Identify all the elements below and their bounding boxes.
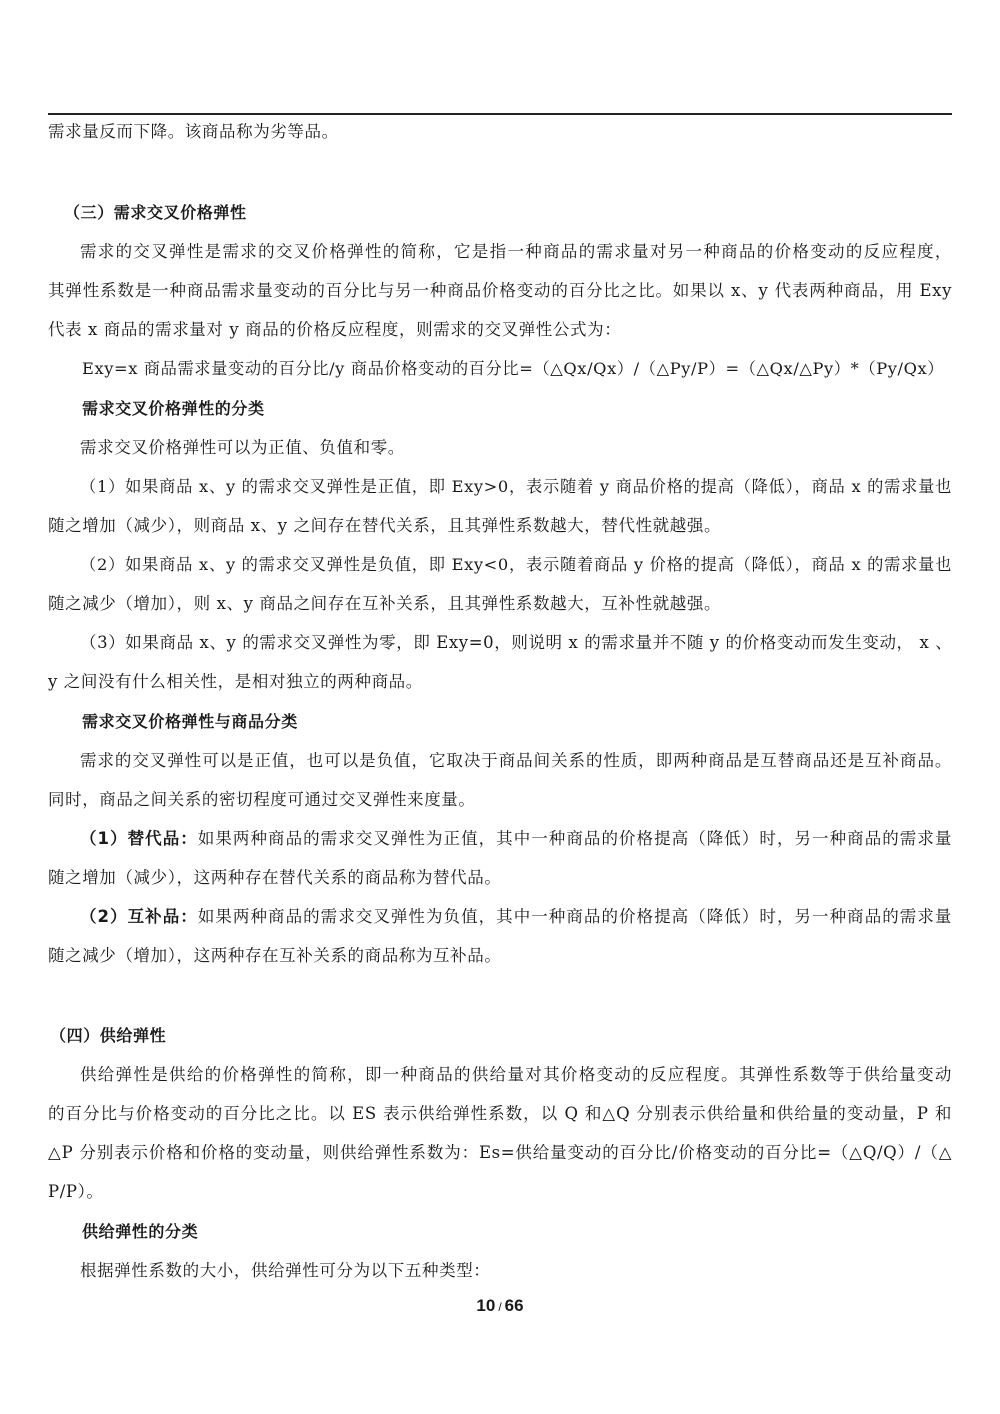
substitute-goods-line [80, 828, 952, 850]
paragraph-line: P/P）。 [48, 1182, 104, 1201]
complement-goods-line: 随之减少（增加），这两种存在互补关系的商品称为互补品。 [48, 946, 502, 965]
paragraph-line: 供给弹性是供给的价格弹性的简称，即一种商品的供给量对其价格变动的反应程度。其弹性系数等于供给量变动 [80, 1065, 952, 1084]
page-number [0, 1296, 1000, 1316]
subheading-goods-classification: 需求交叉价格弹性与商品分类 [82, 712, 298, 731]
paragraph-line: △P 分别表示价格和价格的变动量，则供给弹性系数为：Es=供给量变动的百分比/价格变动的百分比=（△Q/Q）/（△ [48, 1143, 952, 1162]
paragraph-line: 其弹性系数是一种商品需求量变动的百分比与另一种商品价格变动的百分比之比。如果以 x、y 代表两种商品，用 Exy [48, 281, 952, 300]
paragraph-line: 根据弹性系数的大小，供给弹性可分为以下五种类型： [80, 1261, 491, 1280]
complement-goods-text: 如果两种商品的需求交叉弹性为负值，其中一种商品的价格提高（降低）时，另一种商品的需求量 [197, 907, 952, 926]
complement-goods-line [80, 906, 952, 928]
complement-goods-label: （2）互补品： [80, 907, 198, 926]
subheading-supply-classification: 供给弹性的分类 [82, 1222, 199, 1241]
cross-elasticity-formula: Exy=x 商品需求量变动的百分比/y 商品价格变动的百分比=（△Qx/Qx）/（△Py/P）=（△Qx/△Py）*（Py/Qx） [82, 359, 945, 378]
paragraph-line: 的百分比与价格变动的百分比之比。以 ES 表示供给弹性系数，以 Q 和△Q 分别表示供给量和供给量的变动量，P 和 [48, 1104, 952, 1123]
list-item-1-line: 随之增加（减少），则商品 x、y 之间存在替代关系，且其弹性系数越大，替代性就越强。 [48, 516, 722, 535]
list-item-2-line: （2）如果商品 x、y 的需求交叉弹性是负值，即 Exy<0，表示随着商品 y 价格的提高（降低），商品 x 的需求量也 [80, 555, 952, 574]
total-pages: 66 [504, 1296, 524, 1315]
substitute-goods-text: 如果两种商品的需求交叉弹性为正值，其中一种商品的价格提高（降低）时，另一种商品的需求量 [197, 829, 952, 848]
list-item-1-line: （1）如果商品 x、y 的需求交叉弹性是正值，即 Exy>0，表示随着 y 商品价格的提高（降低），商品 x 的需求量也 [80, 477, 952, 496]
paragraph-line: 需求交叉价格弹性可以为正值、负值和零。 [80, 438, 405, 457]
continued-paragraph-line: 需求量反而下降。该商品称为劣等品。 [48, 122, 339, 141]
list-item-3-line: y 之间没有什么相关性，是相对独立的两种商品。 [48, 672, 423, 691]
page-separator: / [498, 1300, 502, 1314]
subheading-classification: 需求交叉价格弹性的分类 [82, 399, 265, 418]
paragraph-line: 需求的交叉弹性可以是正值，也可以是负值，它取决于商品间关系的性质，即两种商品是互替商品还是互补商品。 [80, 751, 952, 770]
paragraph-line: 代表 x 商品的需求量对 y 商品的价格反应程度，则需求的交叉弹性公式为： [48, 320, 622, 339]
substitute-goods-label: （1）替代品： [80, 829, 198, 848]
list-item-3-line: （3）如果商品 x、y 的需求交叉弹性为零，即 Exy=0，则说明 x 的需求量并不随 y 的价格变动而发生变动， x 、 [80, 633, 953, 652]
section-4-heading: （四）供给弹性 [50, 1026, 167, 1045]
header-divider [48, 113, 952, 115]
paragraph-line: 需求的交叉弹性是需求的交叉价格弹性的简称，它是指一种商品的需求量对另一种商品的价格变动的反应程度， [80, 242, 952, 261]
current-page: 10 [476, 1296, 496, 1315]
paragraph-line: 同时，商品之间关系的密切程度可通过交叉弹性来度量。 [48, 790, 476, 809]
list-item-2-line: 随之减少（增加），则 x、y 商品之间存在互补关系，且其弹性系数越大，互补性就越强。 [48, 594, 722, 613]
section-3-heading: （三）需求交叉价格弹性 [64, 203, 247, 222]
substitute-goods-line: 随之增加（减少），这两种存在替代关系的商品称为替代品。 [48, 868, 502, 887]
